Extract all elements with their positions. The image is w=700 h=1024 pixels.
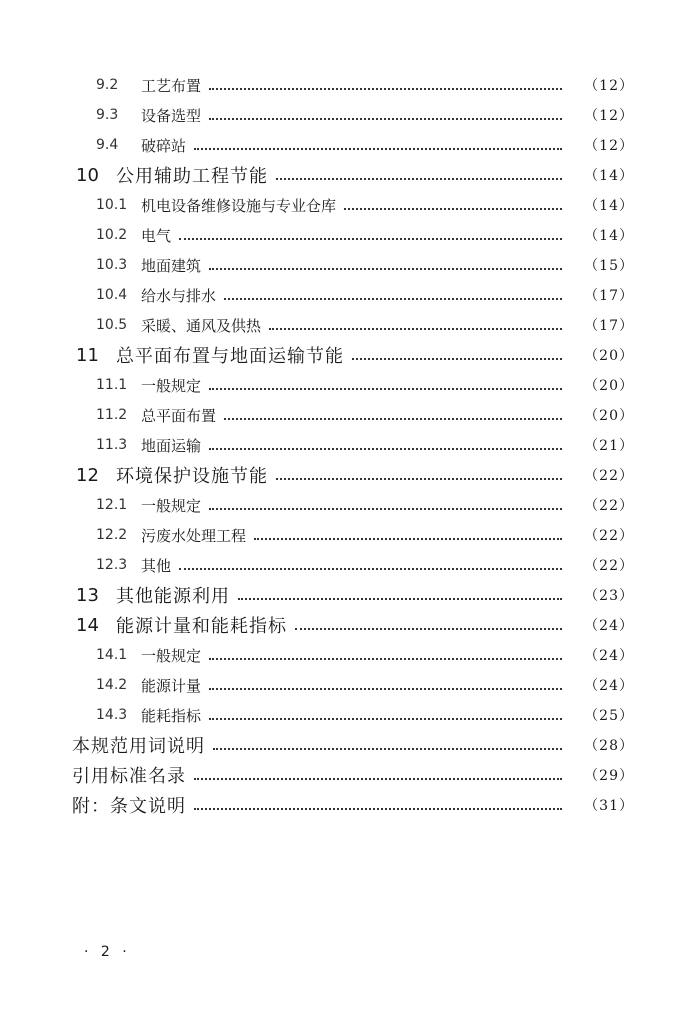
dot-leader <box>194 778 562 780</box>
dot-leader <box>254 538 562 540</box>
toc-entry-title: 给水与排水 <box>141 286 217 305</box>
toc-entry-title: 地面运输 <box>141 436 202 455</box>
toc-entry-title: 机电设备维修设施与专业仓库 <box>141 196 337 215</box>
toc-chapter-page: （23） <box>584 588 634 604</box>
dot-leader <box>344 208 562 210</box>
toc-chapter-title: 公用辅助工程节能 <box>116 166 268 187</box>
toc-appendix-entry[interactable] <box>0 790 700 820</box>
toc-entry-number: 10.1 <box>96 197 128 213</box>
toc-entry-page: （25） <box>584 708 634 724</box>
toc-appendix-entry[interactable] <box>0 760 700 790</box>
dot-leader <box>209 88 562 90</box>
toc-entry-number: 11.3 <box>96 437 128 453</box>
toc-chapter-number: 13 <box>76 584 99 606</box>
toc-entry-number: 10.3 <box>96 257 128 273</box>
page-number: · 2 · <box>84 944 131 960</box>
toc-chapter-number: 10 <box>76 164 99 186</box>
toc-entry-title: 破碎站 <box>141 136 187 155</box>
toc-entry[interactable] <box>0 670 700 700</box>
toc-entry-page: （20） <box>584 378 634 394</box>
toc-chapter-page: （20） <box>584 348 634 364</box>
toc-entry[interactable] <box>0 220 700 250</box>
toc-entry[interactable] <box>0 250 700 280</box>
toc-entry-title: 一般规定 <box>141 646 202 665</box>
toc-entry[interactable] <box>0 100 700 130</box>
dot-leader <box>238 598 562 600</box>
toc-entry-number: 9.2 <box>96 77 119 93</box>
toc-entry-page: （12） <box>584 108 634 124</box>
dot-leader <box>209 718 562 720</box>
toc-entry-page: （20） <box>584 408 634 424</box>
toc-chapter-title: 其他能源利用 <box>116 586 230 607</box>
dot-leader <box>179 568 562 570</box>
dot-leader <box>209 688 562 690</box>
toc-appendix-page: （31） <box>584 798 634 814</box>
dot-leader <box>179 238 562 240</box>
toc-entry-number: 11.2 <box>96 407 128 423</box>
dot-leader <box>269 328 562 330</box>
toc-chapter[interactable] <box>0 160 700 190</box>
toc-chapter-number: 14 <box>76 614 99 636</box>
dot-leader <box>224 418 562 420</box>
toc-entry[interactable] <box>0 550 700 580</box>
toc-entry-page: （12） <box>584 78 634 94</box>
dot-leader <box>209 118 562 120</box>
toc-entry[interactable] <box>0 520 700 550</box>
toc-entry-number: 12.1 <box>96 497 128 513</box>
toc-entry-number: 10.5 <box>96 317 128 333</box>
dot-leader <box>224 298 562 300</box>
toc-entry-page: （24） <box>584 648 634 664</box>
toc-entry[interactable] <box>0 130 700 160</box>
toc-entry-number: 12.2 <box>96 527 128 543</box>
toc-entry-page: （24） <box>584 678 634 694</box>
dot-leader <box>276 478 562 480</box>
toc-chapter[interactable] <box>0 610 700 640</box>
toc-appendix-title: 本规范用词说明 <box>72 736 205 757</box>
toc-entry-page: （12） <box>584 138 634 154</box>
toc-entry-title: 地面建筑 <box>141 256 202 275</box>
dot-leader <box>213 748 562 750</box>
toc-entry-title: 能耗指标 <box>141 706 202 725</box>
toc-chapter-number: 12 <box>76 464 99 486</box>
dot-leader <box>209 448 562 450</box>
toc-entry-page: （14） <box>584 198 634 214</box>
toc-entry-number: 14.1 <box>96 647 128 663</box>
toc-chapter-page: （14） <box>584 168 634 184</box>
dot-leader <box>276 178 562 180</box>
toc-entry-number: 10.2 <box>96 227 128 243</box>
toc-entry-number: 9.4 <box>96 137 119 153</box>
toc-entry[interactable] <box>0 190 700 220</box>
toc-entry-page: （21） <box>584 438 634 454</box>
toc-entry-number: 9.3 <box>96 107 119 123</box>
toc-chapter[interactable] <box>0 340 700 370</box>
toc-entry-title: 能源计量 <box>141 676 202 695</box>
toc-chapter[interactable] <box>0 460 700 490</box>
toc-appendix-page: （29） <box>584 768 634 784</box>
toc-entry-page: （17） <box>584 288 634 304</box>
dot-leader <box>352 358 562 360</box>
toc-entry-title: 污废水处理工程 <box>141 526 247 545</box>
dot-leader <box>209 658 562 660</box>
toc-appendix-title: 附：条文说明 <box>72 796 186 817</box>
toc-entry[interactable] <box>0 640 700 670</box>
toc-entry-title: 一般规定 <box>141 376 202 395</box>
toc-entry-number: 11.1 <box>96 377 128 393</box>
dot-leader <box>209 268 562 270</box>
toc-chapter-page: （24） <box>584 618 634 634</box>
toc-entry[interactable] <box>0 490 700 520</box>
toc-entry[interactable] <box>0 430 700 460</box>
dot-leader <box>209 508 562 510</box>
dot-leader <box>194 808 562 810</box>
toc-entry-page: （15） <box>584 258 634 274</box>
toc-entry-title: 采暖、通风及供热 <box>141 316 262 335</box>
toc-entry-title: 其他 <box>141 556 172 575</box>
toc-entry-page: （22） <box>584 498 634 514</box>
toc-entry-title: 工艺布置 <box>141 76 202 95</box>
toc-appendix-title: 引用标准名录 <box>72 766 186 787</box>
toc-entry-page: （17） <box>584 318 634 334</box>
toc-entry-number: 14.3 <box>96 707 128 723</box>
toc-entry[interactable] <box>0 280 700 310</box>
toc-chapter-number: 11 <box>76 344 99 366</box>
toc-chapter-page: （22） <box>584 468 634 484</box>
toc-chapter[interactable] <box>0 580 700 610</box>
toc-entry-page: （14） <box>584 228 634 244</box>
toc-entry-number: 12.3 <box>96 557 128 573</box>
toc-entry-title: 总平面布置 <box>141 406 217 425</box>
toc-entry-title: 电气 <box>141 226 172 245</box>
toc-entry-title: 一般规定 <box>141 496 202 515</box>
toc-entry[interactable] <box>0 70 700 100</box>
toc-chapter-title: 环境保护设施节能 <box>116 466 268 487</box>
toc-entry-page: （22） <box>584 558 634 574</box>
toc-entry[interactable] <box>0 700 700 730</box>
toc-entry-page: （22） <box>584 528 634 544</box>
dot-leader <box>295 628 562 630</box>
dot-leader <box>194 148 562 150</box>
toc-entry[interactable] <box>0 370 700 400</box>
toc-appendix-page: （28） <box>584 738 634 754</box>
toc-entry[interactable] <box>0 310 700 340</box>
dot-leader <box>209 388 562 390</box>
toc-appendix-entry[interactable] <box>0 730 700 760</box>
toc-entry-title: 设备选型 <box>141 106 202 125</box>
toc-chapter-title: 总平面布置与地面运输节能 <box>116 346 344 367</box>
toc-entry-number: 14.2 <box>96 677 128 693</box>
toc-entry[interactable] <box>0 400 700 430</box>
toc-entry-number: 10.4 <box>96 287 128 303</box>
toc-chapter-title: 能源计量和能耗指标 <box>116 616 287 637</box>
